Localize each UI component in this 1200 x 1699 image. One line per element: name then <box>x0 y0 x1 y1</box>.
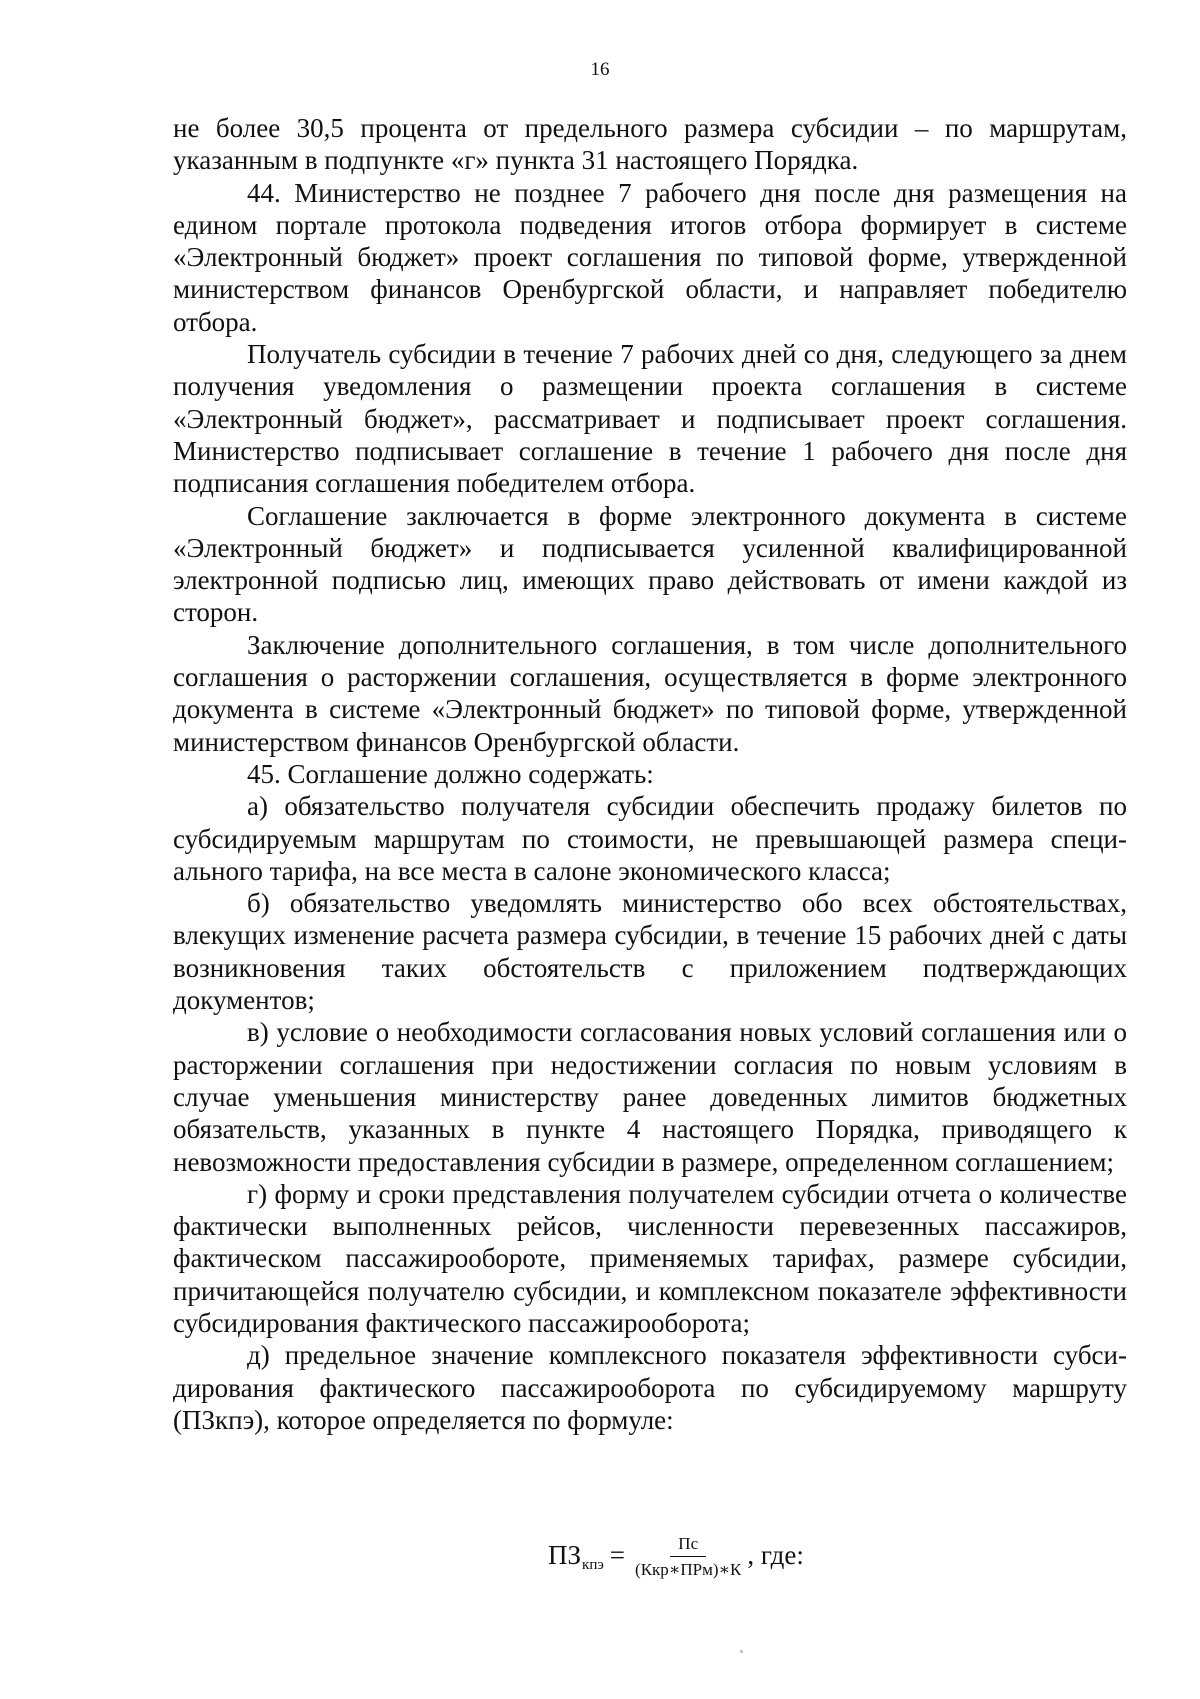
formula-numerator: Пс <box>670 1534 706 1557</box>
paragraph-45-heading: 45. Соглашение должно содержать: <box>247 758 654 789</box>
formula-pzkpe <box>548 1525 804 1585</box>
document-body <box>173 112 1127 1436</box>
paragraph-additional-agreement: Заключение дополнительного соглашения, в том числе дополнительного соглашения о расторжении соглашения, осуществляется в форме электронного документа в системе «Электронный бюджет» по типовой форме, утвержденной министерством финансов Оренбургской области. <box>173 629 1127 757</box>
formula-lhs-main: ПЗ <box>548 1539 582 1570</box>
paragraph-agreement-form: Соглашение заключается в форме электронного документа в системе «Электронный бюджет» и подписывается усиленной квалифицированной электронной подписью лиц, имеющих право действовать от имени каждой из сторон. <box>173 500 1127 628</box>
list-item-a: а) обязательство получателя субсидии обеспечить продажу билетов по субсидируемым маршрутам по стоимости, не превышающей размера специального тарифа, на все места в салоне экономического класса; <box>173 791 1127 886</box>
formula-denominator: (Ккр∗ПРм)∗К <box>635 1560 742 1579</box>
list-item-d: д) предельное значение комплексного показателя эффективности субсидирования фактического пассажирооборота по субсидируемому маршруту (ПЗкпэ), которое определяется по формуле: <box>173 1340 1127 1435</box>
formula-tail: , где: <box>747 1539 804 1570</box>
page-number: 16 <box>590 59 610 80</box>
paragraph-44: 44. Министерство не позднее 7 рабочего дня после дня размещения на едином портале протокола подведения итогов отбора формирует в системе «Электронный бюджет» проект соглашения по типовой форме, утвержденной министерством финансов Оренбургской области, и направляет победителю отбора. <box>173 177 1127 337</box>
formula-fraction <box>631 1534 745 1580</box>
scan-speck <box>740 1650 743 1653</box>
paragraph-recipient-signing: Получатель субсидии в течение 7 рабочих дней со дня, следующего за днем получения уведомления о размещении проекта соглашения в системе «Электронный бюджет», рассматривает и подписывает проект соглашения. Министерство подписывает соглашение в течение 1 рабочего дня после дня подписания соглашения победителем отбора. <box>173 339 1127 499</box>
list-item-v: в) условие о необходимости согласования новых условий соглашения или о расторжении соглашения при недостижении согласия по новым условиям в случае уменьшения министерству ранее доведенных лимитов бюджетных обязательств, указанных в пункте 4 настоящего Порядка, приводящего к невозможности предоставления субсидии в размере, определенном соглашением; <box>173 1017 1127 1177</box>
formula-equals: = <box>609 1539 626 1570</box>
paragraph-continued: не более 30,5 процента от предельного размера субсидии – по маршрутам, указанным в подпункте «г» пункта 31 настоящего Порядка. <box>173 113 1127 176</box>
formula-lhs-subscript: кпэ <box>582 1556 604 1573</box>
list-item-b: б) обязательство уведомлять министерство обо всех обстоятельствах, влекущих изменение расчета размера субсидии, в течение 15 рабочих дней с даты возникновения таких обстоятельств с приложением подтверждающих документов; <box>173 888 1127 1016</box>
formula-lhs <box>548 1540 604 1571</box>
list-item-g: г) форму и сроки представления получателем субсидии отчета о количестве фактически выполненных рейсов, численности перевезенных пассажиров, фактическом пассажирообороте, применяемых тарифах, размере субсидии, причитающейся получателю субсидии, и комплексном показателе эффективности субсидирования фактического пассажирооборота; <box>173 1178 1127 1338</box>
